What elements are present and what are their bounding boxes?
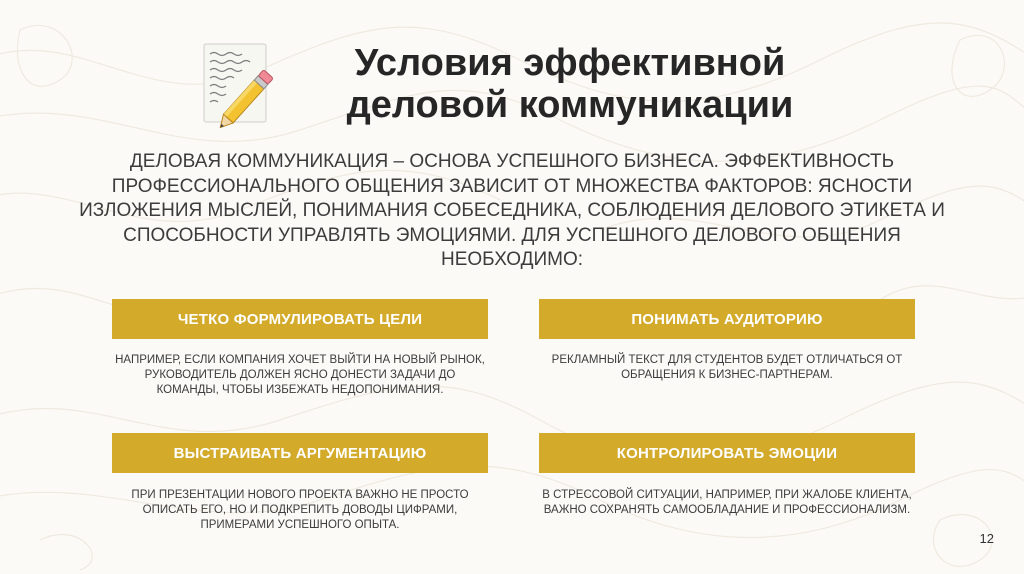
title-line-1: Условия эффективной — [354, 42, 786, 84]
card-heading-goals: ЧЕТКО ФОРМУЛИРОВАТЬ ЦЕЛИ — [112, 299, 488, 339]
card-text-emotions: В СТРЕССОВОЙ СИТУАЦИИ, НАПРИМЕР, ПРИ ЖАЛОБЕ КЛИЕНТА, ВАЖНО СОХРАНЯТЬ САМООБЛАДАНИЕ И ПРОФЕССИОНАЛИЗМ. — [542, 489, 912, 516]
title-line-2: деловой коммуникации — [346, 84, 794, 126]
page-number: 12 — [979, 531, 994, 546]
card-heading-argumentation: ВЫСТРАИВАТЬ АРГУМЕНТАЦИЮ — [112, 433, 488, 473]
card-text-audience: РЕКЛАМНЫЙ ТЕКСТ ДЛЯ СТУДЕНТОВ БУДЕТ ОТЛИЧАТЬСЯ ОТ ОБРАЩЕНИЯ К БИЗНЕС-ПАРТНЕРАМ. — [551, 354, 903, 381]
intro-paragraph: ДЕЛОВАЯ КОММУНИКАЦИЯ – ОСНОВА УСПЕШНОГО БИЗНЕСА. ЭФФЕКТИВНОСТЬ ПРОФЕССИОНАЛЬНОГО ОБЩЕНИЯ ЗАВИСИТ ОТ МНОЖЕСТВА ФАКТОРОВ: ЯСНОСТИ ИЗЛОЖЕНИЯ МЫСЛЕЙ, ПОНИМАНИЯ СОБЕСЕДНИКА, СОБЛЮДЕНИЯ ДЕЛОВОГО ЭТИКЕТА И СПОСОБНОСТИ УПРАВЛЯТЬ ЭМОЦИЯМИ. ДЛЯ УСПЕШНОГО ДЕЛОВОГО ОБЩЕНИЯ НЕОБХОДИМО: — [79, 151, 945, 270]
card-heading-audience: ПОНИМАТЬ АУДИТОРИЮ — [539, 299, 915, 339]
memo-pencil-icon — [196, 40, 284, 128]
card-text-argumentation: ПРИ ПРЕЗЕНТАЦИИ НОВОГО ПРОЕКТА ВАЖНО НЕ ПРОСТО ОПИСАТЬ ЕГО, НО И ПОДКРЕПИТЬ ДОВОДЫ ЦИФРАМИ, ПРИМЕРАМИ УСПЕШНОГО ОПЫТА. — [131, 489, 469, 531]
card-heading-emotions: КОНТРОЛИРОВАТЬ ЭМОЦИИ — [539, 433, 915, 473]
page-title — [290, 42, 850, 126]
card-text-goals: НАПРИМЕР, ЕСЛИ КОМПАНИЯ ХОЧЕТ ВЫЙТИ НА НОВЫЙ РЫНОК, РУКОВОДИТЕЛЬ ДОЛЖЕН ЯСНО ДОНЕСТИ ЗАДАЧИ ДО КОМАНДЫ, ЧТОБЫ ИЗБЕЖАТЬ НЕДОПОНИМАНИЯ. — [115, 354, 485, 396]
